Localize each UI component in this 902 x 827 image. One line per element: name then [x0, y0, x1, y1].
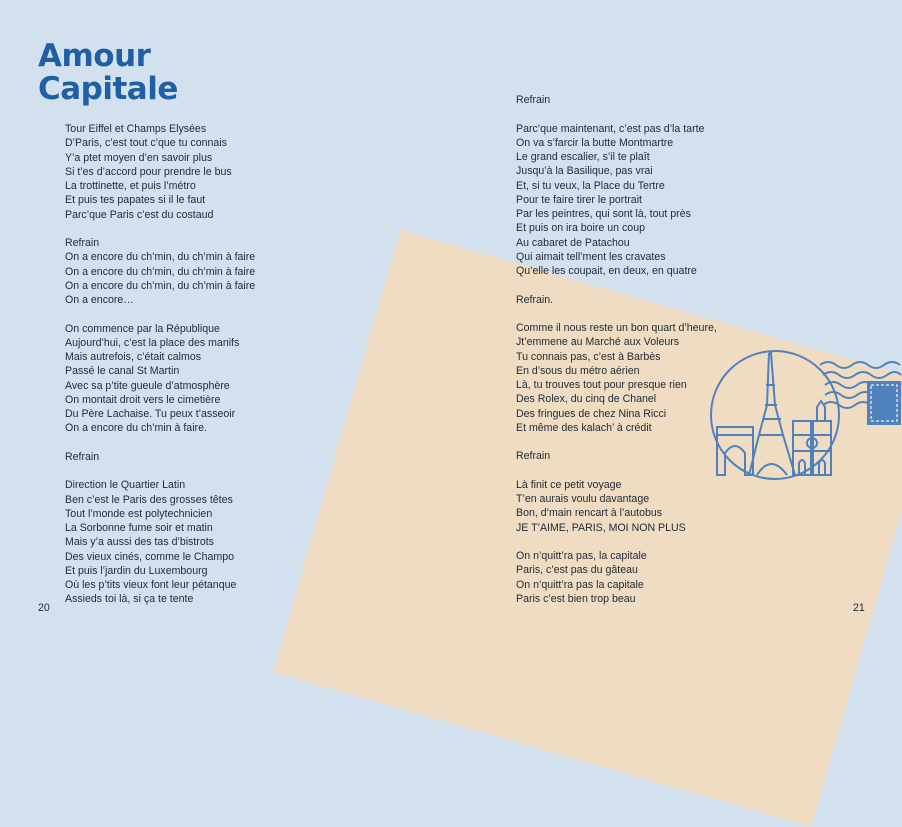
postage-stamp-icon	[867, 381, 901, 425]
lyric-line: Par les peintres, qui sont là, tout près	[516, 208, 691, 220]
lyric-line: On a encore du ch’min, du ch’min à faire	[65, 251, 256, 264]
lyric-line	[516, 107, 717, 121]
lyric-line: Tout l’monde est polytechnicien	[65, 507, 213, 520]
lyric-line: Refrain	[516, 450, 551, 463]
lyric-line: En d’sous du métro aérien	[516, 364, 640, 377]
lyric-line: On montait droit vers le cimetière	[65, 393, 221, 406]
lyric-line: Au cabaret de Patachou	[516, 236, 630, 249]
paris-postmark-stamp-icon	[705, 335, 902, 505]
lyric-line	[516, 464, 717, 478]
lyric-line: On n’quitt’ra pas la capitale	[516, 578, 644, 591]
lyric-line: T’en aurais voulu davantage	[516, 493, 650, 505]
lyric-line: Jt’emmene au Marché aux Voleurs	[516, 336, 680, 349]
lyrics-right-column	[516, 93, 717, 606]
lyric-line	[516, 435, 717, 449]
lyric-line: Parc’que Paris c’est du costaud	[65, 208, 214, 221]
lyric-line: Refrain.	[516, 293, 554, 306]
lyric-line: On a encore du ch’min, du ch’min à faire	[65, 265, 256, 278]
lyric-line: On a encore…	[65, 294, 134, 306]
lyric-line: Paris, c’est pas du gâteau	[516, 564, 638, 577]
lyric-line	[516, 307, 717, 321]
lyric-line: Refrain	[516, 94, 551, 106]
lyric-line: Tour Eiffel et Champs Elysées	[65, 123, 207, 135]
lyrics-left-column	[65, 122, 255, 607]
lyric-line: Le grand escalier, s’il te plaît	[516, 151, 650, 163]
lyric-line: Et même des kalach’ à crédit	[516, 421, 652, 434]
lyric-line: Des vieux cinés, comme le Champo	[65, 550, 234, 563]
lyric-line: Des fringues de chez Nina Ricci	[516, 407, 667, 420]
lyric-line: Pour te faire tirer le portrait	[516, 193, 642, 206]
lyric-line: Comme il nous reste un bon quart d’heure,	[516, 322, 717, 334]
lyric-line	[65, 307, 255, 321]
lyric-line: Et, si tu veux, la Place du Tertre	[516, 179, 665, 192]
page-number-left: 20	[38, 602, 50, 614]
lyric-line: Y’a ptet moyen d’en savoir plus	[65, 151, 213, 164]
lyric-line: Des Rolex, du cinq de Chanel	[516, 393, 657, 406]
lyric-line: La Sorbonne fume soir et matin	[65, 522, 213, 534]
lyric-line	[65, 436, 255, 450]
lyric-line: Tu connais pas, c’est à Barbès	[516, 350, 661, 363]
lyric-line	[65, 464, 255, 478]
lyric-line: Paris c’est bien trop beau	[516, 592, 636, 605]
lyric-line: Et puis l’jardin du Luxembourg	[65, 564, 208, 577]
lyric-line: Ben c’est le Paris des grosses têtes	[65, 493, 233, 506]
lyric-line: Du Père Lachaise. Tu peux t’asseoir	[65, 408, 236, 420]
lyric-line: Et puis on ira boire un coup	[516, 222, 645, 235]
lyric-line: Là finit ce petit voyage	[516, 478, 622, 491]
lyric-line: Parc’que maintenant, c’est pas d’la tarte	[516, 122, 705, 135]
lyric-line	[516, 535, 717, 549]
lyric-line: D’Paris, c’est tout c’que tu connais	[65, 137, 227, 150]
lyric-line: On a encore du ch’min, du ch’min à faire	[65, 279, 256, 292]
lyric-line: Jusqu’à la Basilique, pas vrai	[516, 165, 653, 178]
lyric-line: Refrain	[65, 450, 100, 463]
lyric-line: Bon, d’main rencart à l’autobus	[516, 507, 663, 520]
lyric-line: Mais autrefois, c’était calmos	[65, 351, 202, 363]
lyric-line: On n’quitt’ra pas, la capitale	[516, 550, 647, 562]
title-line-2: Capitale	[38, 71, 178, 107]
lyric-line	[516, 278, 717, 292]
lyric-line: Qui aimait tell’ment les cravates	[516, 250, 666, 263]
lyric-line: Où les p’tits vieux font leur pétanque	[65, 579, 237, 591]
lyric-line: Avec sa p’tite gueule d’atmosphère	[65, 379, 230, 392]
lyric-line: On a encore du ch’min à faire.	[65, 422, 207, 435]
lyric-line: Et puis tes papates si il le faut	[65, 194, 206, 207]
lyric-line: On commence par la République	[65, 322, 220, 335]
lyric-line	[65, 222, 255, 236]
page-number-right: 21	[853, 602, 865, 614]
lyric-line: Assieds toi là, si ça te tente	[65, 593, 194, 606]
lyric-line: Passé le canal St Martin	[65, 365, 180, 378]
lyric-line: Refrain	[65, 237, 100, 249]
lyric-line: Aujourd’hui, c’est la place des manifs	[65, 336, 240, 349]
lyric-line: Direction le Quartier Latin	[65, 479, 186, 492]
title-line-1: Amour	[38, 38, 151, 74]
lyric-line: La trottinette, et puis l’métro	[65, 180, 196, 192]
lyric-line: On va s’farcir la butte Montmartre	[516, 136, 674, 149]
page-title	[38, 40, 178, 106]
lyric-line: Mais y’a aussi des tas d’bistrots	[65, 536, 214, 549]
lyric-line: Si t’es d’accord pour prendre le bus	[65, 165, 232, 178]
lyric-line: Là, tu trouves tout pour presque rien	[516, 379, 687, 391]
lyric-line: JE T’AIME, PARIS, MOI NON PLUS	[516, 521, 686, 534]
lyric-line: Qu’elle les coupait, en deux, en quatre	[516, 265, 697, 277]
